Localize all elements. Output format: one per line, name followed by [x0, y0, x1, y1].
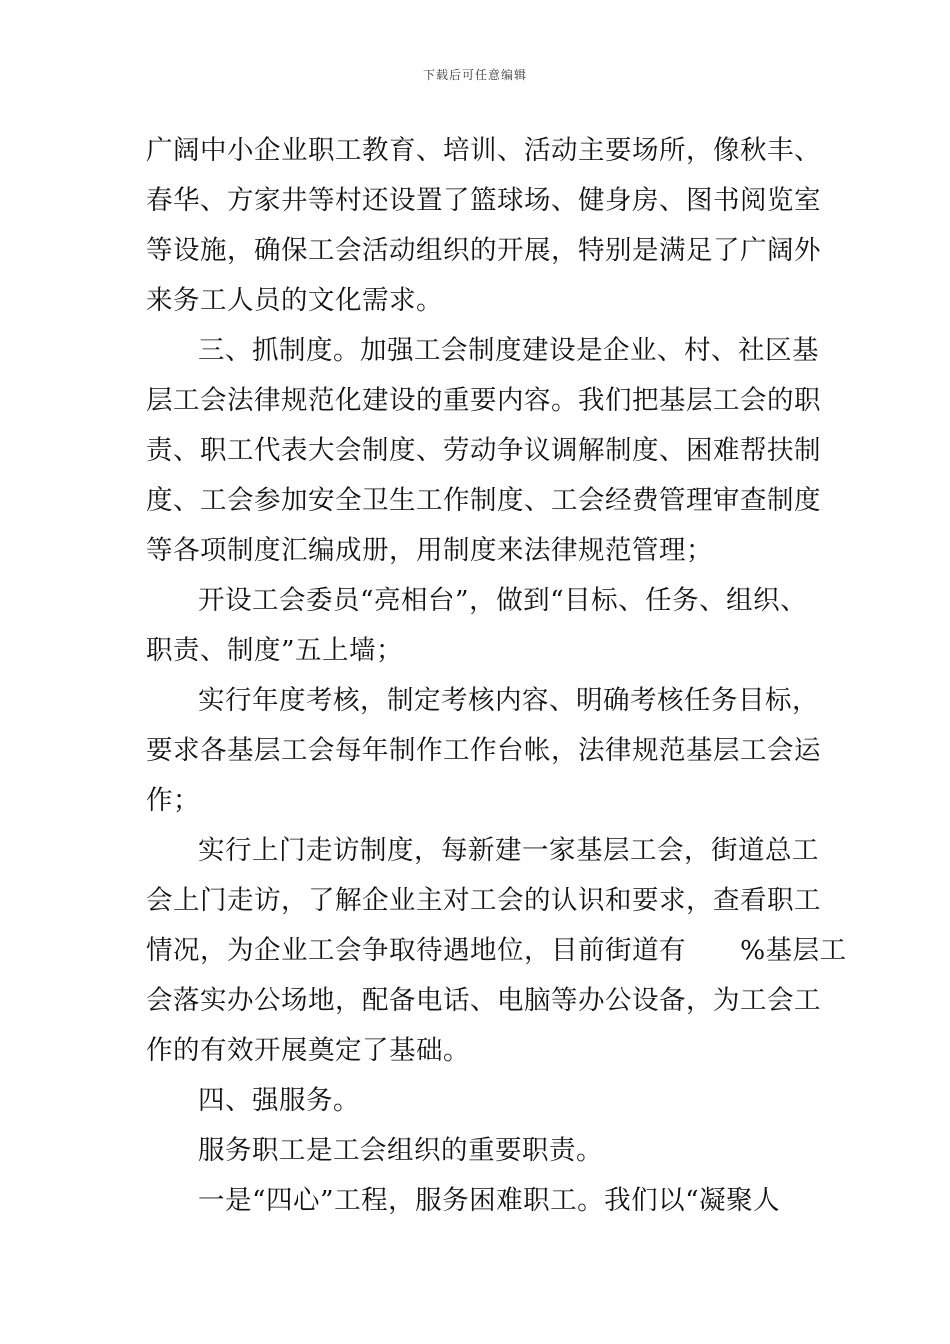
text-line-10: 开设工会委员“亮相台”，做到“目标、任务、组织、: [198, 585, 808, 616]
text-line-6: 层工会法律规范化建设的重要内容。我们把基层工会的职: [146, 385, 821, 416]
text-line-19: 作的有效开展奠定了基础。: [146, 1035, 470, 1066]
text-line-17: 情况，为企业工会争取待遇地位，目前街道有 %基层工: [146, 935, 847, 966]
text-line-7: 责、职工代表大会制度、劳动争议调解制度、困难帮扶制: [146, 435, 821, 466]
text-line-21: 服务职工是工会组织的重要职责。: [198, 1135, 603, 1166]
text-line-15: 实行上门走访制度，每新建一家基层工会，街道总工: [198, 835, 819, 866]
text-line-13: 要求各基层工会每年制作工作台帐，法律规范基层工会运: [146, 735, 821, 766]
text-line-20: 四、强服务。: [198, 1085, 360, 1116]
text-line-4: 来务工人员的文化需求。: [146, 285, 443, 316]
text-line-11: 职责、制度”五上墙；: [146, 635, 404, 666]
text-line-3: 等设施，确保工会活动组织的开展，特别是满足了广阔外: [146, 235, 821, 266]
text-line-1: 广阔中小企业职工教育、培训、活动主要场所，像秋丰、: [146, 135, 821, 166]
text-line-18: 会落实办公场地，配备电话、电脑等办公设备，为工会工: [146, 985, 821, 1016]
text-line-9: 等各项制度汇编成册，用制度来法律规范管理；: [146, 535, 713, 566]
text-line-8: 度、工会参加安全卫生工作制度、工会经费管理审查制度: [146, 485, 821, 516]
header-note: 下载后可任意编辑: [422, 68, 527, 82]
text-line-12: 实行年度考核，制定考核内容、明确考核任务目标，: [198, 685, 819, 716]
text-line-14: 作；: [146, 785, 200, 816]
text-line-2: 春华、方家井等村还设置了篮球场、健身房、图书阅览室: [146, 185, 821, 216]
text-line-16: 会上门走访，了解企业主对工会的认识和要求，查看职工: [146, 885, 821, 916]
body-text: [146, 126, 847, 1226]
text-line-5: 三、抓制度。加强工会制度建设是企业、村、社区基: [198, 335, 819, 366]
text-line-22: 一是“四心”工程，服务困难职工。我们以“凝聚人: [198, 1185, 781, 1216]
